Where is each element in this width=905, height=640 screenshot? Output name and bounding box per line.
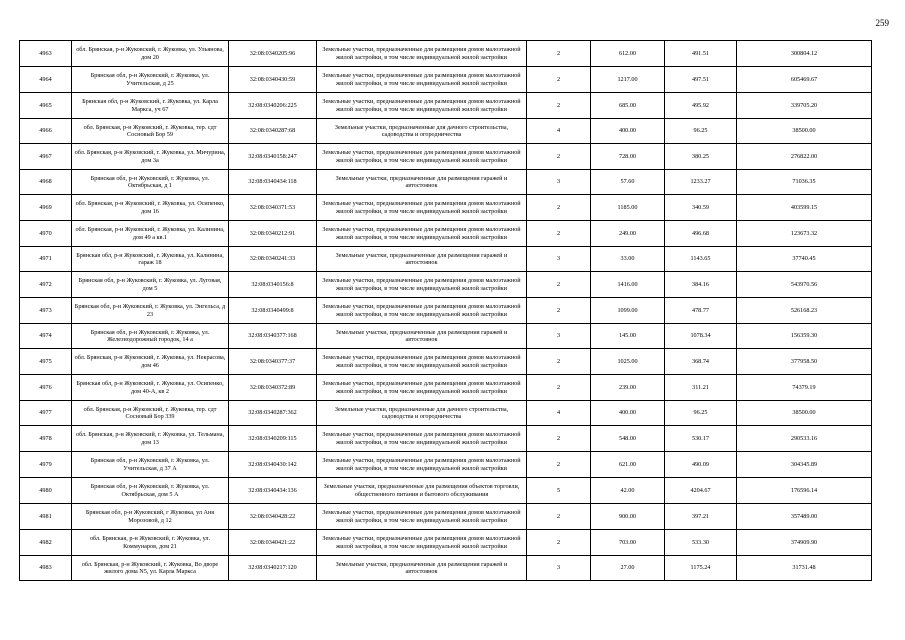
- row-number-cell: 4964: [20, 67, 72, 93]
- area-cell: 1416.00: [591, 272, 665, 298]
- cadastral-value-cell: 377958.50: [737, 349, 872, 375]
- row-number-cell: 4967: [20, 144, 72, 170]
- specific-value-cell: 340.59: [665, 195, 737, 221]
- land-use-purpose-cell: Земельные участки, предназначенные для дачного строительства, садоводства и огородничества: [317, 119, 527, 144]
- row-number-cell: 4983: [20, 556, 72, 581]
- specific-value-cell: 380.25: [665, 144, 737, 170]
- specific-value-cell: 495.92: [665, 93, 737, 119]
- use-group-cell: 2: [527, 452, 591, 478]
- land-use-purpose-cell: Земельные участки, предназначенные для размещения домов малоэтажной жилой застройки, в том числе индивидуальной жилой застройки: [317, 426, 527, 452]
- table-row: [20, 504, 872, 530]
- specific-value-cell: 491.51: [665, 41, 737, 67]
- cadastral-number-cell: 32:08:0340206:225: [229, 93, 317, 119]
- cadastral-value-cell: 176596.14: [737, 478, 872, 504]
- cadastral-number-cell: 32:08:0340156:8: [229, 272, 317, 298]
- land-use-purpose-cell: Земельные участки, предназначенные для размещения домов малоэтажной жилой застройки, в том числе индивидуальной жилой застройки: [317, 144, 527, 170]
- area-cell: 400.00: [591, 119, 665, 144]
- cadastral-value-cell: 156359.30: [737, 324, 872, 349]
- address-cell: Брянская обл, р-н Жуковский, г. Жуковка, ул. Октябрьская, дом 5 А: [72, 478, 229, 504]
- table-row: [20, 324, 872, 349]
- cadastral-value-cell: 357489.00: [737, 504, 872, 530]
- cadastral-number-cell: 32:08:0340428:22: [229, 504, 317, 530]
- address-cell: Брянская обл, р-н Жуковский, г. Жуковка, ул. Калинина, гараж 18: [72, 247, 229, 272]
- specific-value-cell: 1143.65: [665, 247, 737, 272]
- use-group-cell: 4: [527, 401, 591, 426]
- specific-value-cell: 368.74: [665, 349, 737, 375]
- specific-value-cell: 397.21: [665, 504, 737, 530]
- cadastral-number-cell: 32:08:0340499:8: [229, 298, 317, 324]
- table-row: [20, 247, 872, 272]
- use-group-cell: 2: [527, 67, 591, 93]
- page-number: 259: [875, 18, 889, 28]
- land-use-purpose-cell: Земельные участки, предназначенные для размещения домов малоэтажной жилой застройки, в том числе индивидуальной жилой застройки: [317, 41, 527, 67]
- cadastral-number-cell: 32:08:0340430:142: [229, 452, 317, 478]
- cadastral-value-cell: 37740.45: [737, 247, 872, 272]
- row-number-cell: 4974: [20, 324, 72, 349]
- land-use-purpose-cell: Земельные участки, предназначенные для размещения домов малоэтажной жилой застройки, в том числе индивидуальной жилой застройки: [317, 67, 527, 93]
- cadastral-number-cell: 32:08:0340371:53: [229, 195, 317, 221]
- address-cell: Брянская обл, р-н Жуковский, г. Жуковка, ул. Осипенко, дом 40-А, кв 2: [72, 375, 229, 401]
- area-cell: 42.00: [591, 478, 665, 504]
- use-group-cell: 2: [527, 349, 591, 375]
- specific-value-cell: 530.17: [665, 426, 737, 452]
- cadastral-value-cell: 526168.23: [737, 298, 872, 324]
- row-number-cell: 4982: [20, 530, 72, 556]
- table-row: [20, 530, 872, 556]
- table-row: [20, 93, 872, 119]
- use-group-cell: 3: [527, 324, 591, 349]
- cadastral-value-cell: 123673.32: [737, 221, 872, 247]
- address-cell: Брянская обл, р-н Жуковский, г. Жуковка, ул. Октябрьская, д 1: [72, 170, 229, 195]
- land-use-purpose-cell: Земельные участки, предназначенные для размещения домов малоэтажной жилой застройки, в том числе индивидуальной жилой застройки: [317, 272, 527, 298]
- specific-value-cell: 96.25: [665, 401, 737, 426]
- cadastral-number-cell: 32:08:0340421:22: [229, 530, 317, 556]
- cadastral-number-cell: 32:08:0340217:120: [229, 556, 317, 581]
- specific-value-cell: 1233.27: [665, 170, 737, 195]
- row-number-cell: 4975: [20, 349, 72, 375]
- cadastral-number-cell: 32:08:0340377:37: [229, 349, 317, 375]
- cadastral-number-cell: 32:08:0340209:115: [229, 426, 317, 452]
- row-number-cell: 4970: [20, 221, 72, 247]
- use-group-cell: 2: [527, 144, 591, 170]
- address-cell: Брянская обл, р-н Жуковский, г. Жуковка, ул. Энгельса, д 23: [72, 298, 229, 324]
- use-group-cell: 3: [527, 556, 591, 581]
- area-cell: 900.00: [591, 504, 665, 530]
- area-cell: 685.00: [591, 93, 665, 119]
- table-row: [20, 556, 872, 581]
- land-registry-table: [19, 40, 872, 581]
- row-number-cell: 4977: [20, 401, 72, 426]
- area-cell: 1185.00: [591, 195, 665, 221]
- row-number-cell: 4973: [20, 298, 72, 324]
- table-row: [20, 452, 872, 478]
- table-row: [20, 119, 872, 144]
- use-group-cell: 2: [527, 298, 591, 324]
- address-cell: обл. Брянская, р-н Жуковский, г. Жуковка, ул. Некрасова, дом 46: [72, 349, 229, 375]
- row-number-cell: 4971: [20, 247, 72, 272]
- land-use-purpose-cell: Земельные участки, предназначенные для размещения гаражей и автостоянок: [317, 170, 527, 195]
- row-number-cell: 4981: [20, 504, 72, 530]
- land-use-purpose-cell: Земельные участки, предназначенные для размещения домов малоэтажной жилой застройки, в том числе индивидуальной жилой застройки: [317, 93, 527, 119]
- table-row: [20, 67, 872, 93]
- land-use-purpose-cell: Земельные участки, предназначенные для размещения объектов торговли, общественного питания и бытового обслуживания: [317, 478, 527, 504]
- land-use-purpose-cell: Земельные участки, предназначенные для размещения домов малоэтажной жилой застройки, в том числе индивидуальной жилой застройки: [317, 298, 527, 324]
- area-cell: 1025.00: [591, 349, 665, 375]
- table-row: [20, 272, 872, 298]
- area-cell: 400.00: [591, 401, 665, 426]
- land-use-purpose-cell: Земельные участки, предназначенные для размещения домов малоэтажной жилой застройки, в том числе индивидуальной жилой застройки: [317, 195, 527, 221]
- cadastral-number-cell: 32:08:0340241:33: [229, 247, 317, 272]
- table-row: [20, 170, 872, 195]
- cadastral-number-cell: 32:08:0340434:136: [229, 478, 317, 504]
- cadastral-value-cell: 38500.00: [737, 119, 872, 144]
- specific-value-cell: 497.51: [665, 67, 737, 93]
- cadastral-number-cell: 32:08:0340377:168: [229, 324, 317, 349]
- area-cell: 239.00: [591, 375, 665, 401]
- use-group-cell: 2: [527, 272, 591, 298]
- cadastral-value-cell: 38500.00: [737, 401, 872, 426]
- land-use-purpose-cell: Земельные участки, предназначенные для размещения домов малоэтажной жилой застройки, в том числе индивидуальной жилой застройки: [317, 375, 527, 401]
- use-group-cell: 2: [527, 426, 591, 452]
- area-cell: 33.00: [591, 247, 665, 272]
- use-group-cell: 2: [527, 375, 591, 401]
- address-cell: Брянская обл, р-н Жуковский, г. Жуковка, ул. Луговая, дом 5: [72, 272, 229, 298]
- area-cell: 1217.00: [591, 67, 665, 93]
- table-row: [20, 41, 872, 67]
- cadastral-value-cell: 543970.56: [737, 272, 872, 298]
- address-cell: обл. Брянская, р-н Жуковский, г. Жуковка, Во дворе жилого дома N5, ул. Карла Маркса: [72, 556, 229, 581]
- cadastral-value-cell: 339705.20: [737, 93, 872, 119]
- table-row: [20, 478, 872, 504]
- cadastral-number-cell: 32:08:0340212:91: [229, 221, 317, 247]
- address-cell: обл. Брянская, р-н Жуковский, г. Жуковка, тер. сдт Сосновый Бор 59: [72, 119, 229, 144]
- address-cell: обл. Брянская, р-н Жуковский, г. Жуковка, ул. Осипенко, дом 16: [72, 195, 229, 221]
- use-group-cell: 2: [527, 221, 591, 247]
- cadastral-value-cell: 403599.15: [737, 195, 872, 221]
- cadastral-number-cell: 32:08:0340287:362: [229, 401, 317, 426]
- cadastral-value-cell: 374909.90: [737, 530, 872, 556]
- land-use-purpose-cell: Земельные участки, предназначенные для размещения гаражей и автостоянок: [317, 556, 527, 581]
- address-cell: обл. Брянская, р-н Жуковский, г. Жуковка, ул. Тельмана, дом 13: [72, 426, 229, 452]
- cadastral-number-cell: 32:08:0340434:118: [229, 170, 317, 195]
- specific-value-cell: 384.16: [665, 272, 737, 298]
- use-group-cell: 3: [527, 170, 591, 195]
- address-cell: обл. Брянская, р-н Жуковский, г. Жуковка, ул. Ульянова, дом 20: [72, 41, 229, 67]
- address-cell: обл. Брянская, р-н Жуковский, г. Жуковка, ул. Коммунаров, дом 21: [72, 530, 229, 556]
- row-number-cell: 4965: [20, 93, 72, 119]
- use-group-cell: 2: [527, 504, 591, 530]
- cadastral-value-cell: 290533.16: [737, 426, 872, 452]
- land-use-purpose-cell: Земельные участки, предназначенные для размещения домов малоэтажной жилой застройки, в том числе индивидуальной жилой застройки: [317, 530, 527, 556]
- area-cell: 27.00: [591, 556, 665, 581]
- area-cell: 703.00: [591, 530, 665, 556]
- use-group-cell: 2: [527, 41, 591, 67]
- cadastral-number-cell: 32:08:0340372:89: [229, 375, 317, 401]
- land-use-purpose-cell: Земельные участки, предназначенные для размещения домов малоэтажной жилой застройки, в том числе индивидуальной жилой застройки: [317, 221, 527, 247]
- table-row: [20, 144, 872, 170]
- use-group-cell: 5: [527, 478, 591, 504]
- land-use-purpose-cell: Земельные участки, предназначенные для размещения гаражей и автостоянок: [317, 324, 527, 349]
- row-number-cell: 4969: [20, 195, 72, 221]
- table-row: [20, 195, 872, 221]
- address-cell: обл. Брянская, р-н Жуковский, г. Жуковка, тер. сдт Сосновый Бор 339: [72, 401, 229, 426]
- address-cell: обл. Брянская, р-н Жуковский, г. Жуковка, ул. Мичурина, дом 3а: [72, 144, 229, 170]
- area-cell: 1099.00: [591, 298, 665, 324]
- area-cell: 249.00: [591, 221, 665, 247]
- cadastral-value-cell: 31731.48: [737, 556, 872, 581]
- cadastral-number-cell: 32:08:0340430:59: [229, 67, 317, 93]
- table-row: [20, 221, 872, 247]
- table-row: [20, 298, 872, 324]
- row-number-cell: 4968: [20, 170, 72, 195]
- area-cell: 548.00: [591, 426, 665, 452]
- specific-value-cell: 96.25: [665, 119, 737, 144]
- specific-value-cell: 1078.34: [665, 324, 737, 349]
- specific-value-cell: 533.30: [665, 530, 737, 556]
- cadastral-value-cell: 300804.12: [737, 41, 872, 67]
- cadastral-value-cell: 605469.67: [737, 67, 872, 93]
- row-number-cell: 4979: [20, 452, 72, 478]
- address-cell: Брянская обл, р-н Жуковский, г. Жуковка, ул. Учительская, д 37 А: [72, 452, 229, 478]
- land-use-purpose-cell: Земельные участки, предназначенные для размещения гаражей и автостоянок: [317, 247, 527, 272]
- area-cell: 57.60: [591, 170, 665, 195]
- row-number-cell: 4976: [20, 375, 72, 401]
- address-cell: обл. Брянская, р-н Жуковский, г. Жуковка, ул. Калинина, дом 49 а кв.1: [72, 221, 229, 247]
- specific-value-cell: 478.77: [665, 298, 737, 324]
- row-number-cell: 4972: [20, 272, 72, 298]
- land-use-purpose-cell: Земельные участки, предназначенные для дачного строительства, садоводства и огородничества: [317, 401, 527, 426]
- cadastral-value-cell: 304345.89: [737, 452, 872, 478]
- row-number-cell: 4963: [20, 41, 72, 67]
- area-cell: 145.00: [591, 324, 665, 349]
- specific-value-cell: 4204.67: [665, 478, 737, 504]
- table-row: [20, 426, 872, 452]
- land-use-purpose-cell: Земельные участки, предназначенные для размещения домов малоэтажной жилой застройки, в том числе индивидуальной жилой застройки: [317, 504, 527, 530]
- row-number-cell: 4980: [20, 478, 72, 504]
- cadastral-number-cell: 32:08:0340205:96: [229, 41, 317, 67]
- specific-value-cell: 311.21: [665, 375, 737, 401]
- address-cell: Брянская обл, р-н Жуковский, г. Жуковка, ул. Учительская, д 25: [72, 67, 229, 93]
- row-number-cell: 4978: [20, 426, 72, 452]
- specific-value-cell: 1175.24: [665, 556, 737, 581]
- area-cell: 728.00: [591, 144, 665, 170]
- cadastral-value-cell: 74379.19: [737, 375, 872, 401]
- specific-value-cell: 490.09: [665, 452, 737, 478]
- area-cell: 621.00: [591, 452, 665, 478]
- cadastral-value-cell: 276822.00: [737, 144, 872, 170]
- cadastral-number-cell: 32:08:0340287:68: [229, 119, 317, 144]
- use-group-cell: 4: [527, 119, 591, 144]
- specific-value-cell: 496.68: [665, 221, 737, 247]
- cadastral-value-cell: 71036.35: [737, 170, 872, 195]
- row-number-cell: 4966: [20, 119, 72, 144]
- address-cell: Брянская обл, р-н Жуковский, г Жуковка, ул Аня Морозовой, д 12: [72, 504, 229, 530]
- table-row: [20, 375, 872, 401]
- land-use-purpose-cell: Земельные участки, предназначенные для размещения домов малоэтажной жилой застройки, в том числе индивидуальной жилой застройки: [317, 349, 527, 375]
- land-use-purpose-cell: Земельные участки, предназначенные для размещения домов малоэтажной жилой застройки, в том числе индивидуальной жилой застройки: [317, 452, 527, 478]
- area-cell: 612.00: [591, 41, 665, 67]
- use-group-cell: 2: [527, 195, 591, 221]
- address-cell: Брянская обл, р-н Жуковский, г. Жуковка, ул. Железнодорожный городок, 14 а: [72, 324, 229, 349]
- table-row: [20, 401, 872, 426]
- address-cell: Брянская обл, р-н Жуковский, г. Жуковка, ул. Карла Маркса, уч 67: [72, 93, 229, 119]
- cadastral-number-cell: 32:08:0340158:247: [229, 144, 317, 170]
- use-group-cell: 3: [527, 247, 591, 272]
- use-group-cell: 2: [527, 530, 591, 556]
- use-group-cell: 2: [527, 93, 591, 119]
- table-row: [20, 349, 872, 375]
